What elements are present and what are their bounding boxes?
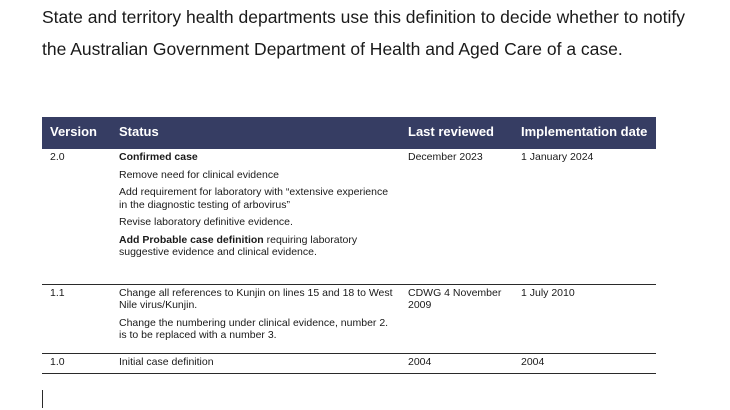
cell-status [113, 353, 402, 373]
cell-version: 2.0 [42, 149, 113, 284]
header-version: Version [42, 117, 113, 149]
table-header-row [42, 117, 656, 149]
cell-last-reviewed: December 2023 [402, 149, 515, 284]
status-text: Remove need for clinical evidence [119, 168, 279, 181]
cell-last-reviewed: CDWG 4 November 2009 [402, 284, 515, 353]
header-implementation-date: Implementation date [515, 117, 656, 149]
cell-implementation-date: 2004 [515, 353, 656, 373]
status-text: Revise laboratory definitive evidence. [119, 216, 293, 228]
status-line [119, 287, 396, 312]
page-edge-mark [42, 390, 43, 408]
status-bold-text: Confirmed case [119, 151, 198, 163]
header-status: Status [113, 117, 402, 149]
table-row [42, 284, 656, 353]
status-bold-text: Add Probable case definition [119, 233, 264, 246]
status-text: Add requirement for laboratory with “extensive experience in the diagnostic testing of arbovirus” [119, 186, 389, 211]
cell-status [113, 149, 402, 284]
status-line [119, 317, 396, 342]
status-text: Change the numbering under clinical evidence, number 2. is to be replaced with a number 3. [119, 316, 389, 341]
version-history-table [42, 117, 656, 374]
cell-implementation-date: 1 January 2024 [515, 149, 656, 284]
status-line [119, 151, 396, 164]
status-text: Change all references to Kunjin on lines 15 and 18 to West Nile virus/Kunjin. [119, 286, 393, 311]
status-line [119, 216, 396, 229]
header-last-reviewed: Last reviewed [402, 117, 515, 149]
status-text: Initial case definition [119, 355, 214, 368]
cell-version: 1.1 [42, 284, 113, 353]
status-line [119, 169, 396, 182]
cell-implementation-date: 1 July 2010 [515, 284, 656, 353]
table-row [42, 353, 656, 373]
status-line [119, 234, 396, 259]
status-text: requiring laboratory suggestive evidence and clinical evidence. [119, 233, 358, 258]
cell-last-reviewed: 2004 [402, 353, 515, 373]
cell-status [113, 284, 402, 353]
status-line [119, 356, 396, 369]
table-row [42, 149, 656, 284]
cell-version: 1.0 [42, 353, 113, 373]
intro-paragraph: State and territory health departments use this definition to decide whether to notify the Australian Government Department of Health and Aged Care of a case. [42, 7, 686, 59]
status-line [119, 186, 396, 211]
